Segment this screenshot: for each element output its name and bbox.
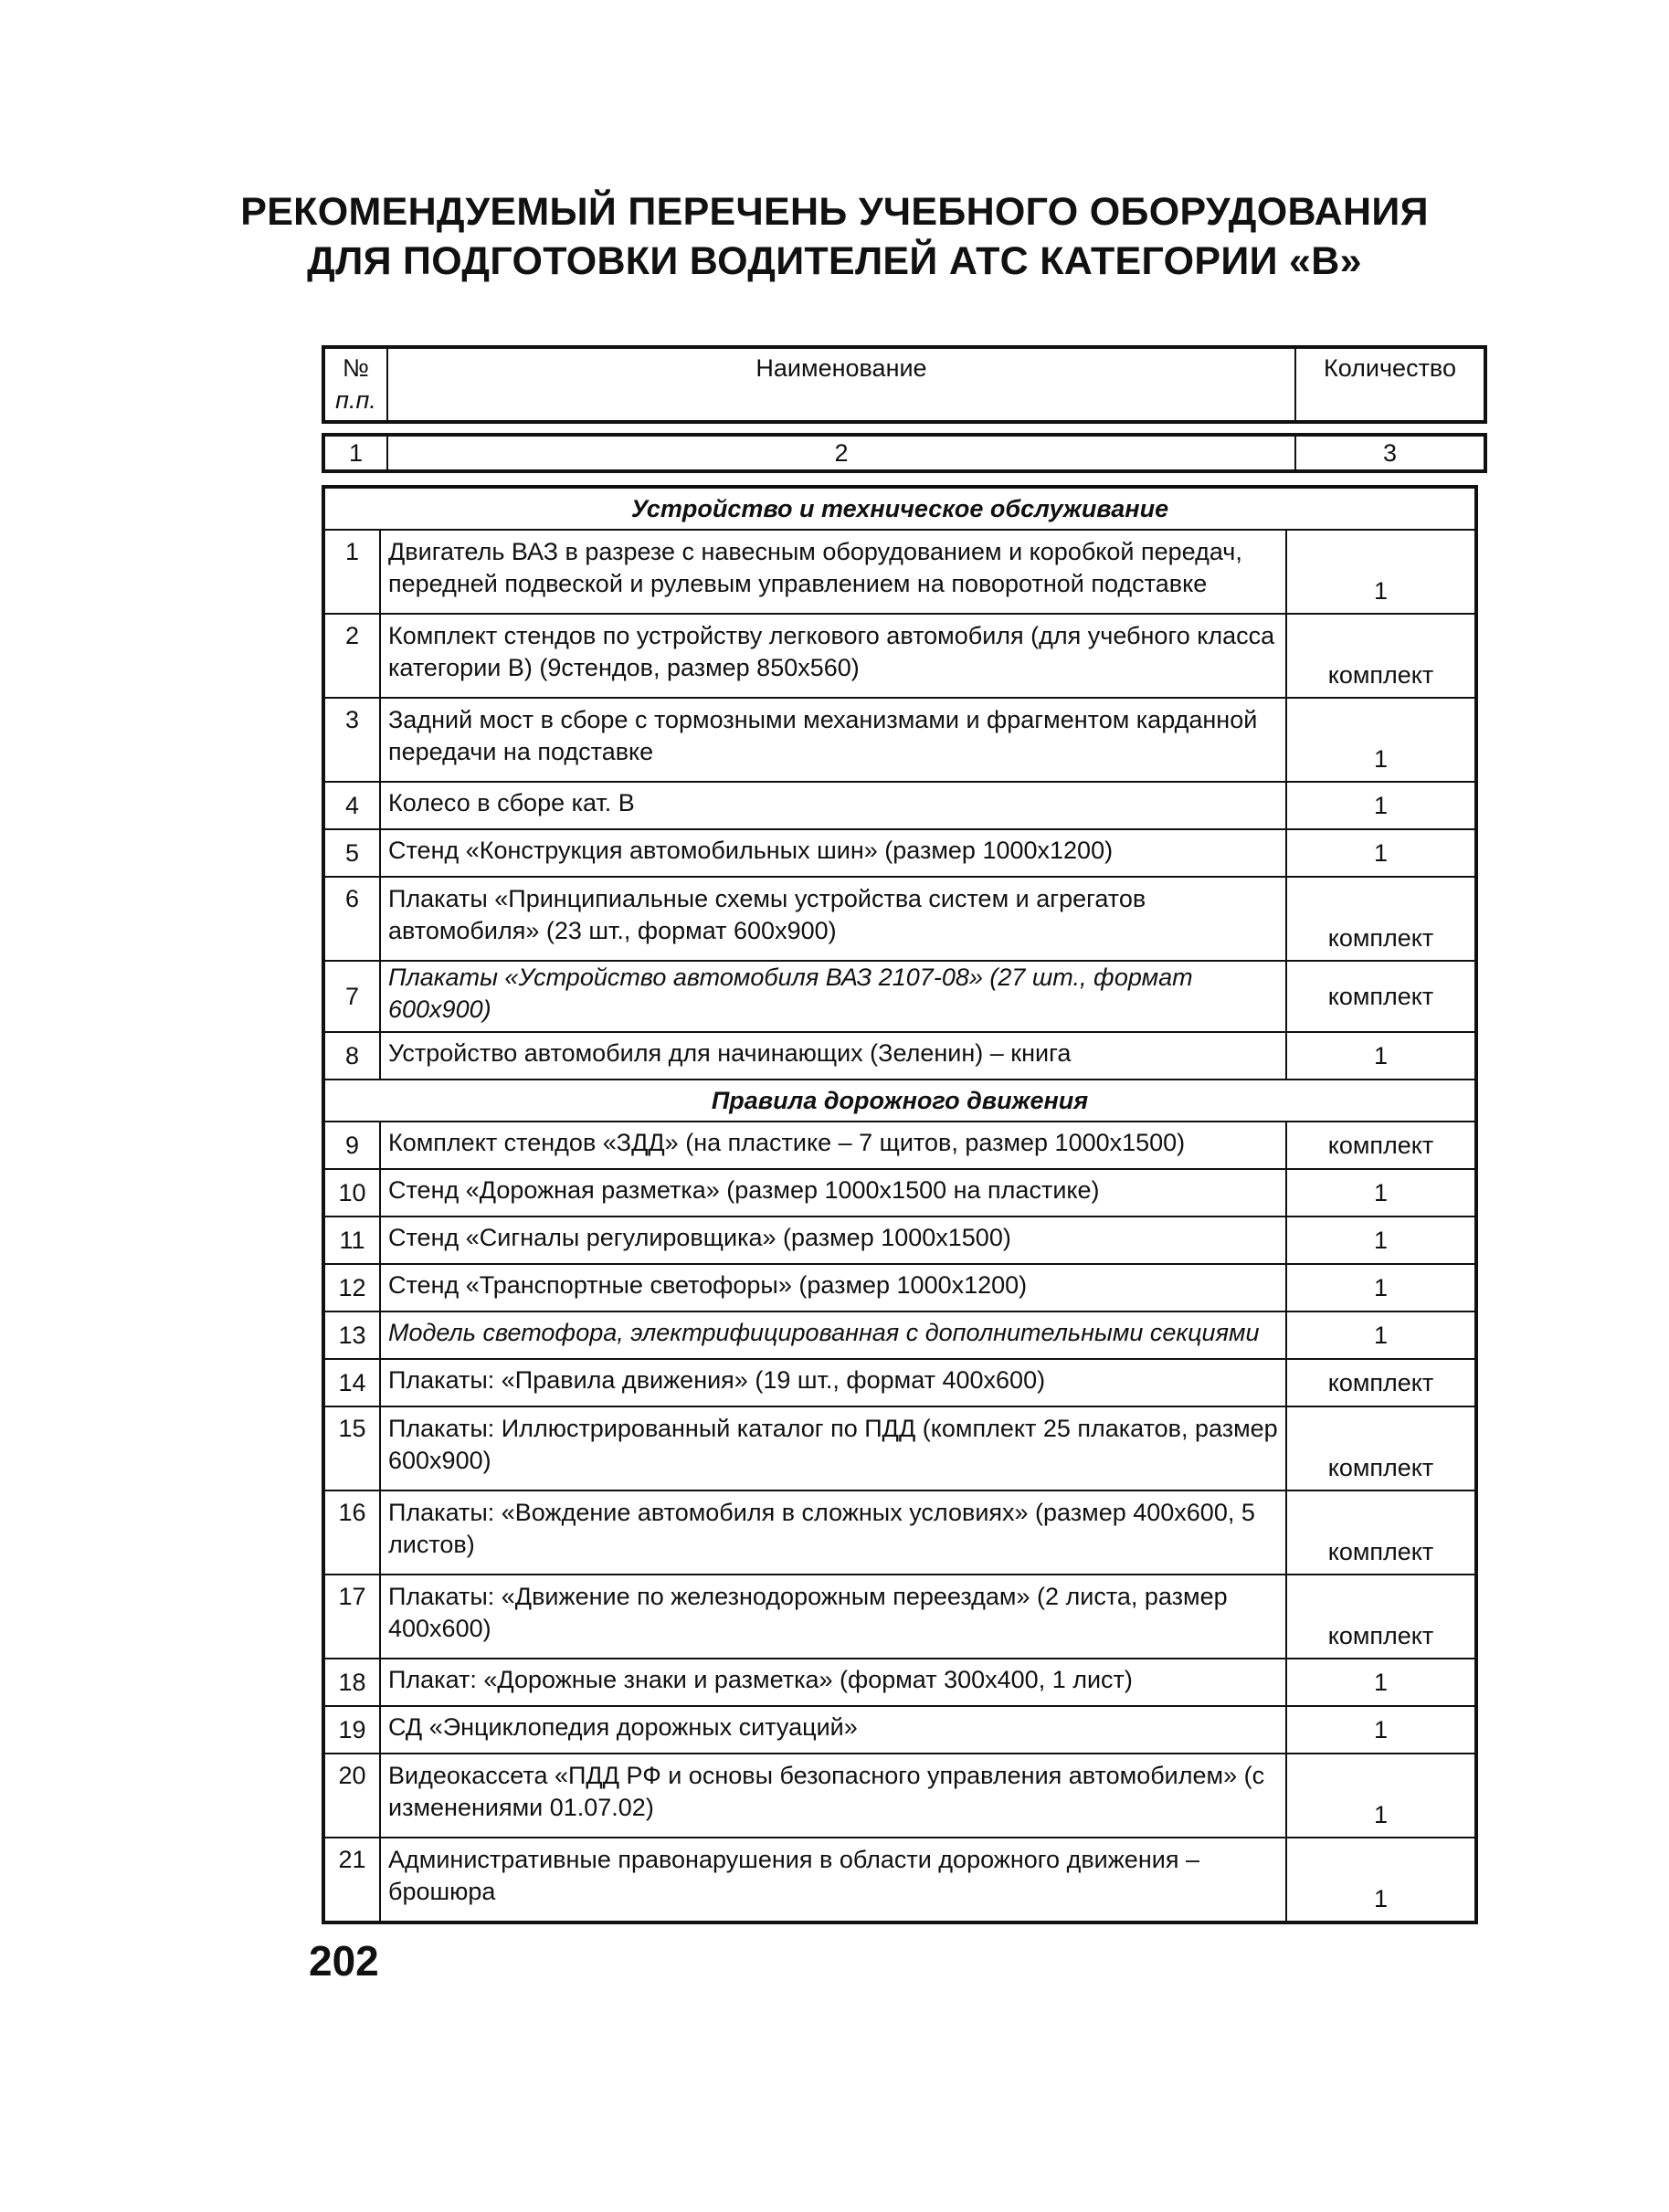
- row-name: Стенд «Транспортные светофоры» (размер 1000x1200): [380, 1264, 1286, 1311]
- row-quantity: 1: [1286, 1838, 1476, 1922]
- row-number: 14: [323, 1359, 380, 1406]
- table-row: [323, 1264, 1476, 1311]
- row-quantity: комплект: [1286, 614, 1476, 698]
- row-number: 19: [323, 1706, 380, 1754]
- row-name: Плакаты: «Вождение автомобиля в сложных условиях» (размер 400x600, 5 листов): [380, 1490, 1286, 1575]
- table-row: [323, 1838, 1476, 1922]
- row-quantity: 1: [1286, 1169, 1476, 1217]
- table-row: [323, 1122, 1476, 1169]
- table-row: [323, 1575, 1476, 1659]
- row-number: 2: [323, 614, 380, 698]
- table-row: [323, 614, 1476, 698]
- row-quantity: 1: [1286, 1706, 1476, 1754]
- section-title: Устройство и техническое обслуживание: [323, 487, 1476, 530]
- row-quantity: 1: [1286, 1032, 1476, 1080]
- row-quantity: комплект: [1286, 1406, 1476, 1490]
- row-name: Плакаты: «Движение по железнодорожным переездам» (2 листа, размер 400x600): [380, 1575, 1286, 1659]
- row-quantity: 1: [1286, 1754, 1476, 1838]
- row-name: Плакаты «Устройство автомобиля ВАЗ 2107-08» (27 шт., формат 600x900): [380, 961, 1286, 1032]
- column-number-3: 3: [1295, 435, 1485, 471]
- row-quantity: 1: [1286, 829, 1476, 877]
- row-quantity: 1: [1286, 1217, 1476, 1264]
- table-row: [323, 1169, 1476, 1217]
- row-quantity: комплект: [1286, 1359, 1476, 1406]
- section-row: [323, 1080, 1476, 1122]
- table-row: [323, 1754, 1476, 1838]
- row-number: 15: [323, 1406, 380, 1490]
- row-name: Двигатель ВАЗ в разрезе с навесным оборудованием и коробкой передач, передней подвеской и рулевым управлением на поворотной подставке: [380, 530, 1286, 614]
- page-title: [0, 187, 1669, 286]
- row-name: Плакаты: Иллюстрированный каталог по ПДД (комплект 25 плакатов, размер 600x900): [380, 1406, 1286, 1490]
- table-row: [323, 877, 1476, 961]
- row-name: Плакат: «Дорожные знаки и разметка» (формат 300x400, 1 лист): [380, 1659, 1286, 1706]
- column-numbers-table: [322, 433, 1487, 473]
- row-name: Колесо в сборе кат. В: [380, 782, 1286, 829]
- row-number: 4: [323, 782, 380, 829]
- header-number-cell: [323, 347, 387, 422]
- row-number: 20: [323, 1754, 380, 1838]
- row-quantity: 1: [1286, 1311, 1476, 1359]
- row-number: 9: [323, 1122, 380, 1169]
- row-quantity: 1: [1286, 1659, 1476, 1706]
- row-name: Видеокассета «ПДД РФ и основы безопасного управления автомобилем» (с изменениями 01.07.02): [380, 1754, 1286, 1838]
- table-row: [323, 1359, 1476, 1406]
- row-number: 3: [323, 698, 380, 782]
- column-number-1: 1: [323, 435, 387, 471]
- row-number: 18: [323, 1659, 380, 1706]
- row-quantity: 1: [1286, 782, 1476, 829]
- row-number: 21: [323, 1838, 380, 1922]
- row-quantity: комплект: [1286, 877, 1476, 961]
- table-row: [323, 1217, 1476, 1264]
- row-quantity: комплект: [1286, 1490, 1476, 1575]
- row-name: Стенд «Дорожная разметка» (размер 1000x1500 на пластике): [380, 1169, 1286, 1217]
- row-number: 16: [323, 1490, 380, 1575]
- page-number: 202: [309, 1937, 379, 1985]
- row-name: Плакаты: «Правила движения» (19 шт., формат 400x600): [380, 1359, 1286, 1406]
- row-number: 7: [323, 961, 380, 1032]
- row-name: Стенд «Сигналы регулировщика» (размер 1000x1500): [380, 1217, 1286, 1264]
- table-row: [323, 1706, 1476, 1754]
- row-number: 17: [323, 1575, 380, 1659]
- row-name: Административные правонарушения в области дорожного движения – брошюра: [380, 1838, 1286, 1922]
- table-row: [323, 961, 1476, 1032]
- header-qty-cell: Количество: [1295, 347, 1485, 422]
- title-line-2: ДЛЯ ПОДГОТОВКИ ВОДИТЕЛЕЙ АТС КАТЕГОРИИ «В»: [307, 239, 1362, 283]
- row-number: 8: [323, 1032, 380, 1080]
- row-number: 11: [323, 1217, 380, 1264]
- row-number: 1: [323, 530, 380, 614]
- table-row: [323, 530, 1476, 614]
- column-number-2: 2: [387, 435, 1295, 471]
- header-table: [322, 345, 1487, 424]
- table-row: [323, 1406, 1476, 1490]
- row-name: Плакаты «Принципиальные схемы устройства систем и агрегатов автомобиля» (23 шт., формат 600x900): [380, 877, 1286, 961]
- row-number: 5: [323, 829, 380, 877]
- row-name: Модель светофора, электрифицированная с дополнительными секциями: [380, 1311, 1286, 1359]
- row-number: 6: [323, 877, 380, 961]
- title-line-1: РЕКОМЕНДУЕМЫЙ ПЕРЕЧЕНЬ УЧЕБНОГО ОБОРУДОВАНИЯ: [240, 190, 1429, 234]
- table-row: [323, 1032, 1476, 1080]
- row-number: 10: [323, 1169, 380, 1217]
- header-number-abbr: п.п.: [335, 386, 376, 414]
- table-row: [323, 782, 1476, 829]
- row-quantity: комплект: [1286, 961, 1476, 1032]
- table-row: [323, 1311, 1476, 1359]
- section-title: Правила дорожного движения: [323, 1080, 1476, 1122]
- row-name: Стенд «Конструкция автомобильных шин» (размер 1000x1200): [380, 829, 1286, 877]
- row-name: Задний мост в сборе с тормозными механизмами и фрагментом карданной передачи на подставке: [380, 698, 1286, 782]
- header-name-cell: Наименование: [387, 347, 1295, 422]
- row-name: СД «Энциклопедия дорожных ситуаций»: [380, 1706, 1286, 1754]
- table-row: [323, 1490, 1476, 1575]
- row-number: 12: [323, 1264, 380, 1311]
- row-quantity: 1: [1286, 1264, 1476, 1311]
- equipment-table: [322, 485, 1478, 1924]
- table-row: [323, 1659, 1476, 1706]
- row-quantity: 1: [1286, 698, 1476, 782]
- row-quantity: комплект: [1286, 1122, 1476, 1169]
- section-row: [323, 487, 1476, 530]
- row-quantity: 1: [1286, 530, 1476, 614]
- row-name: Устройство автомобиля для начинающих (Зеленин) – книга: [380, 1032, 1286, 1080]
- row-name: Комплект стендов по устройству легкового автомобиля (для учебного класса категории В) (9стендов, размер 850x560): [380, 614, 1286, 698]
- row-number: 13: [323, 1311, 380, 1359]
- row-name: Комплект стендов «ЗДД» (на пластике – 7 щитов, размер 1000x1500): [380, 1122, 1286, 1169]
- table-row: [323, 698, 1476, 782]
- row-quantity: комплект: [1286, 1575, 1476, 1659]
- table-row: [323, 829, 1476, 877]
- header-number-sign: №: [343, 354, 369, 382]
